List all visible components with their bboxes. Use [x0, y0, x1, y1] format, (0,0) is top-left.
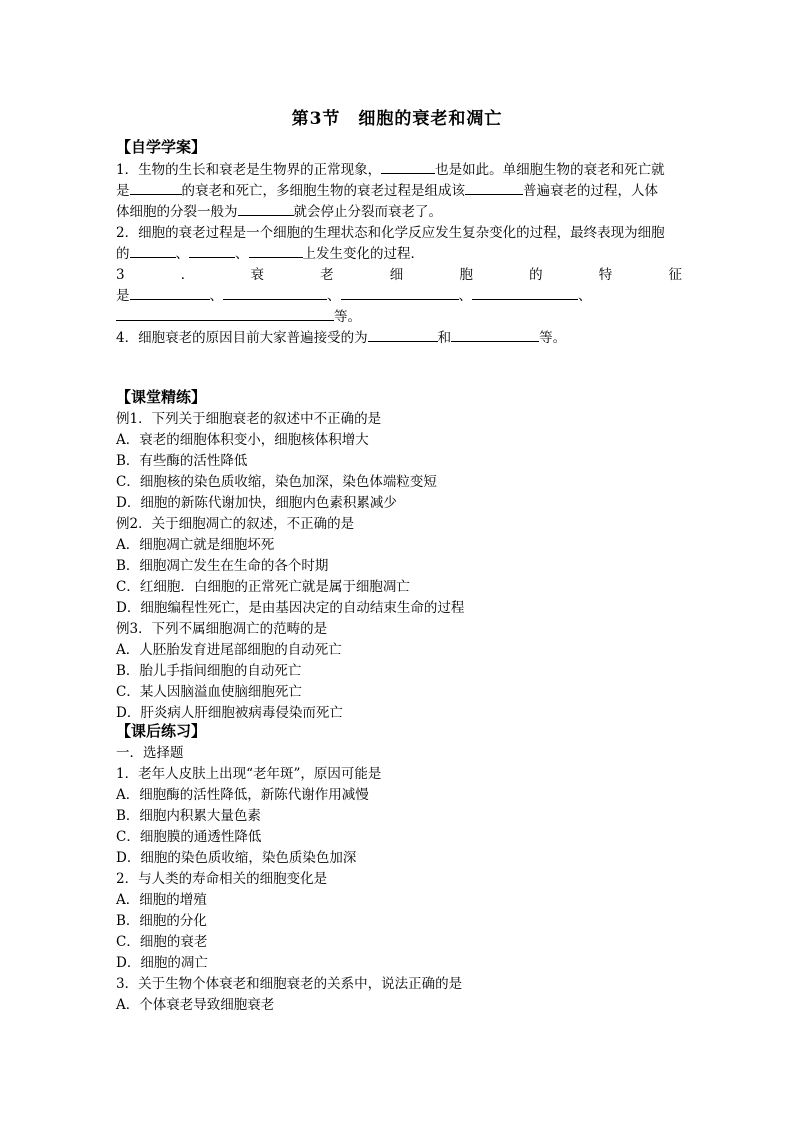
page-title: 第3节 细胞的衰老和凋亡: [291, 109, 503, 129]
list-item: 例1．下列关于细胞衰老的叙述中不正确的是: [116, 411, 382, 427]
q1-text-d: 的衰老和死亡，多细胞生物的衰老过程是组成该: [181, 183, 465, 199]
self-study-q1-line2: [116, 181, 682, 201]
list-item: B．细胞内积累大量色素: [116, 808, 261, 824]
q4-text-c: 等。: [539, 330, 567, 346]
q1-text-g: 就会停止分裂而衰老了。: [293, 204, 442, 220]
q4-text-a: 4．细胞衰老的原因目前大家普遍接受的为: [116, 330, 368, 346]
list-item: A．细胞凋亡就是细胞坏死: [116, 537, 275, 553]
list-item: B．细胞凋亡发生在生命的各个时期: [116, 558, 329, 574]
q1-text-b: 也是如此。单细胞生物的衰老和死亡就: [435, 162, 665, 178]
fill-blank[interactable]: [130, 286, 210, 300]
separator-comma: 、: [175, 246, 189, 262]
q4-text-b: 和: [437, 330, 452, 346]
self-study-q2-line1: 2．细胞的衰老过程是一个细胞的生理状态和化学反应发生复杂变化的过程，最终表现为细胞: [116, 225, 665, 241]
q3-char: 3: [116, 267, 125, 283]
list-item: D．细胞编程性死亡，是由基因决定的自动结束生命的过程: [116, 600, 465, 616]
list-item: 2．与人类的寿命相关的细胞变化是: [116, 871, 328, 887]
list-item: 3．关于生物个体衰老和细胞衰老的关系中，说法正确的是: [116, 976, 463, 992]
list-item: 1．老年人皮肤上出现“老年斑”，原因可能是: [116, 766, 382, 782]
separator-comma: 、: [458, 288, 472, 304]
list-item: A．人胚胎发育进尾部细胞的自动死亡: [116, 642, 342, 658]
fill-blank[interactable]: [249, 244, 303, 258]
separator-comma: 、: [327, 288, 341, 304]
q1-text-a: 1．生物的生长和衰老是生物界的正常现象，: [116, 162, 382, 178]
list-item: 例3．下列不属细胞凋亡的范畴的是: [116, 621, 328, 637]
fill-blank[interactable]: [238, 202, 294, 216]
section-after-practice-heading: 【课后练习】: [116, 722, 207, 740]
self-study-q3-line1: [116, 265, 682, 285]
q3-char: 细: [389, 267, 404, 283]
fill-blank[interactable]: [465, 181, 523, 195]
list-item: C．细胞核的染色质收缩，染色加深，染色体端粒变短: [116, 474, 437, 490]
q3-char: 的: [529, 267, 543, 283]
fill-blank[interactable]: [223, 286, 327, 300]
self-study-q2-line2: [116, 244, 682, 264]
self-study-q4: [116, 328, 682, 348]
list-item: B．胎儿手指间细胞的自动死亡: [116, 663, 302, 679]
q3-char: 老: [320, 267, 334, 283]
q2-text-c: 上发生变化的过程．: [302, 246, 424, 262]
q3-char: 衰: [250, 267, 264, 283]
separator-comma: 、: [235, 246, 249, 262]
self-study-q3-line2: [116, 286, 682, 306]
list-item: C．细胞膜的通透性降低: [116, 829, 262, 845]
list-item: D．细胞的染色质收缩，染色质染色加深: [116, 850, 357, 866]
fill-blank[interactable]: [116, 307, 334, 321]
fill-blank[interactable]: [189, 244, 235, 258]
q3-char: 胞: [459, 267, 473, 283]
q2-text-b: 的: [116, 246, 130, 262]
self-study-q1-line3: [116, 202, 682, 222]
list-item: A．衰老的细胞体积变小，细胞核体积增大: [116, 432, 369, 448]
list-item: C．某人因脑溢血使脑细胞死亡: [116, 684, 302, 700]
list-item: 一．选择题: [116, 745, 184, 761]
list-item: D．肝炎病人肝细胞被病毒侵染而死亡: [116, 705, 343, 721]
q1-text-c: 是: [116, 183, 130, 199]
list-item: A．细胞的增殖: [116, 892, 207, 908]
list-item: 例2．关于细胞凋亡的叙述，不正确的是: [116, 516, 355, 532]
list-item: B．有些酶的活性降低: [116, 453, 248, 469]
self-study-q1-line1: [116, 160, 682, 180]
q3-text-c: 等。: [334, 309, 361, 325]
separator-comma: 、: [209, 288, 223, 304]
fill-blank[interactable]: [341, 286, 459, 300]
list-item: A．个体衰老导致细胞衰老: [116, 997, 275, 1013]
fill-blank[interactable]: [451, 328, 539, 342]
q3-char: 征: [668, 267, 682, 283]
fill-blank[interactable]: [381, 160, 435, 174]
list-item: B．细胞的分化: [116, 913, 207, 929]
q3-char: ．: [180, 267, 195, 283]
fill-blank[interactable]: [472, 286, 578, 300]
separator-comma: 、: [578, 288, 592, 304]
q3-text-b: 是: [116, 288, 130, 304]
q3-char: 特: [598, 267, 613, 283]
list-item: A．细胞酶的活性降低，新陈代谢作用减慢: [116, 787, 369, 803]
q1-text-e: 普遍衰老的过程，人体: [523, 183, 658, 199]
fill-blank[interactable]: [130, 181, 182, 195]
section-self-study-heading: 【自学学案】: [116, 138, 207, 156]
list-item: C．红细胞．白细胞的正常死亡就是属于细胞凋亡: [116, 579, 410, 595]
q1-text-f: 体细胞的分裂一般为: [116, 204, 238, 220]
self-study-q3-line3: [116, 307, 682, 327]
list-item: C．细胞的衰老: [116, 934, 208, 950]
list-item: D．细胞的凋亡: [116, 955, 208, 971]
fill-blank[interactable]: [368, 328, 438, 342]
list-item: D．细胞的新陈代谢加快，细胞内色素积累减少: [116, 495, 397, 511]
fill-blank[interactable]: [130, 244, 176, 258]
section-class-practice-heading: 【课堂精练】: [116, 388, 207, 406]
